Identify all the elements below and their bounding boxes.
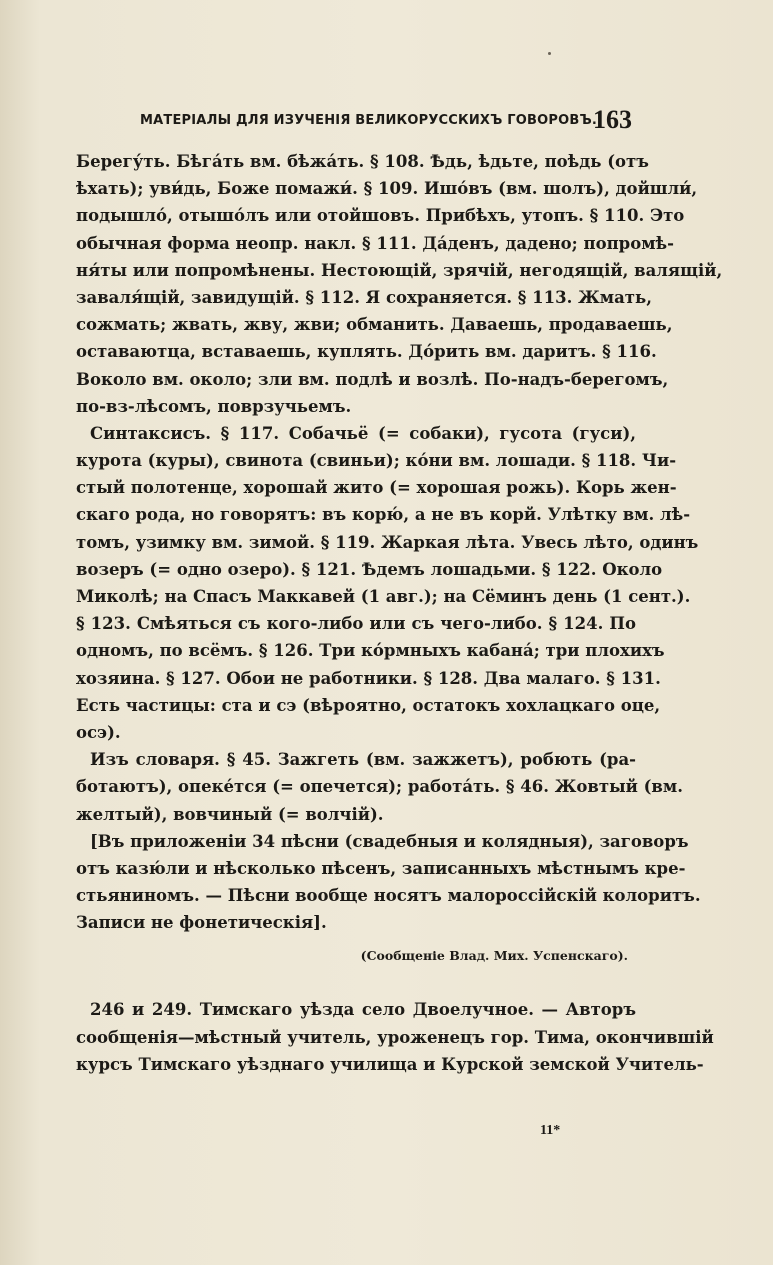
text-line: подышло́, отышо́лъ или отойшовъ. Прибѣхъ, утопъ. § 110. Это	[76, 206, 685, 226]
paragraph-5	[76, 996, 714, 1078]
text-line: § 123. Смѣяться съ кого-либо или съ чего-либо. § 124. По	[76, 614, 636, 634]
signature-mark: 11*	[540, 1123, 561, 1138]
text-line: 246 и 249. Тимскаго уѣзда село Двоелучное. — Авторъ	[90, 1000, 636, 1020]
text-line: Миколѣ; на Спасъ Маккавей (1 авг.); на Сёминъ день (1 сент.).	[76, 587, 691, 606]
text-line: осэ).	[76, 722, 121, 742]
text-line: Берегу́ть. Бѣга́ть вм. бѣжа́ть. § 108. Ѣдь, ѣдьте, поѣдь (отъ	[76, 152, 649, 171]
text-line: желтый), вовчиный (= волчій).	[76, 804, 384, 824]
text-line: стьяниномъ. — Пѣсни вообще носятъ малороссійскій колоритъ.	[76, 886, 701, 906]
text-line: по-вз-лѣсомъ, поврзучьемъ.	[76, 396, 352, 416]
text-line: сожмать; жвать, жву, жви; обманить. Даваешь, продаваешь,	[76, 315, 673, 335]
page-number: 163	[593, 105, 632, 134]
text-line: ботаютъ), опеке́тся (= опечется); работа́ть. § 46. Жовтый (вм.	[76, 777, 683, 797]
text-line: [Въ приложеніи 34 пѣсни (свадебныя и колядныя), заговоръ	[90, 831, 689, 851]
scan-speck	[548, 52, 551, 55]
text-line: обычная форма неопр. накл. § 111. Да́денъ, дадено; попромѣ-	[76, 233, 674, 253]
running-title: МАТЕРІАЛЫ ДЛЯ ИЗУЧЕНІЯ ВЕЛИКОРУССКИХЪ ГОВОРОВЪ.	[140, 113, 598, 128]
text-line: скаго рода, но говорятъ: въ корю́, а не въ корй. Улѣтку вм. лѣ-	[76, 505, 691, 525]
text-line: оставаютца, вставаешь, куплять. До́рить вм. даритъ. § 116.	[76, 342, 657, 362]
paragraph-2	[76, 420, 699, 746]
text-line: Изъ словаря. § 45. Зажгеть (вм. зажжетъ), робють (ра-	[90, 750, 636, 770]
text-line: Записи не фонетическія].	[76, 913, 327, 933]
text-line: курота (куры), свинота (свиньи); ко́ни вм. лошади. § 118. Чи-	[76, 451, 677, 471]
paragraph-4	[76, 828, 701, 937]
text-line: Синтаксисъ. § 117. Собачьё (= собаки), гусота (гуси),	[90, 423, 636, 443]
text-line: курсъ Тимскаго уѣзднаго училища и Курской земской Учитель-	[76, 1054, 704, 1074]
text-line: Воколо вм. около; зли вм. подлѣ и возлѣ. По-надъ-берегомъ,	[76, 369, 669, 389]
text-line: отъ казю́ли и нѣсколько пѣсенъ, записанныхъ мѣстнымъ кре-	[76, 858, 686, 878]
text-line: сообщенія—мѣстный учитель, уроженецъ гор. Тима, окончившій	[76, 1027, 714, 1047]
text-line: одномъ, по всёмъ. § 126. Три ко́рмныхъ кабана́; три плохихъ	[76, 641, 665, 661]
text-line: томъ, узимку вм. зимой. § 119. Жаркая лѣта. Увесь лѣто, одинъ	[76, 532, 699, 552]
text-line: Есть частицы: ста и сэ (вѣроятно, остатокъ хохлацкаго оце,	[76, 695, 661, 715]
running-head	[140, 105, 640, 135]
section-gap	[76, 976, 636, 996]
text-line: стый полотенце, хорошай жито (= хорошая рожь). Корь жен-	[76, 478, 677, 498]
text-line: ня́ты или попромѣнены. Нестоющій, зрячій, негодящій, валящій,	[76, 260, 723, 280]
text-line: ѣхать); уви́дь, Боже помажи́. § 109. Ишо́въ (вм. шолъ), дойшли́,	[76, 179, 698, 199]
body-text	[76, 148, 723, 1078]
text-line: заваля́щій, завидущій. § 112. Я сохраняется. § 113. Жмать,	[76, 287, 652, 307]
paragraph-1	[76, 148, 723, 420]
paragraph-3	[76, 746, 683, 828]
signature: (Сообщеніе Влад. Мих. Успенскаго).	[360, 948, 628, 964]
text-line: хозяина. § 127. Обои не работники. § 128. Два малаго. § 131.	[76, 668, 661, 688]
text-line: возеръ (= одно озеро). § 121. Ѣдемъ лошадьми. § 122. Около	[76, 559, 663, 579]
